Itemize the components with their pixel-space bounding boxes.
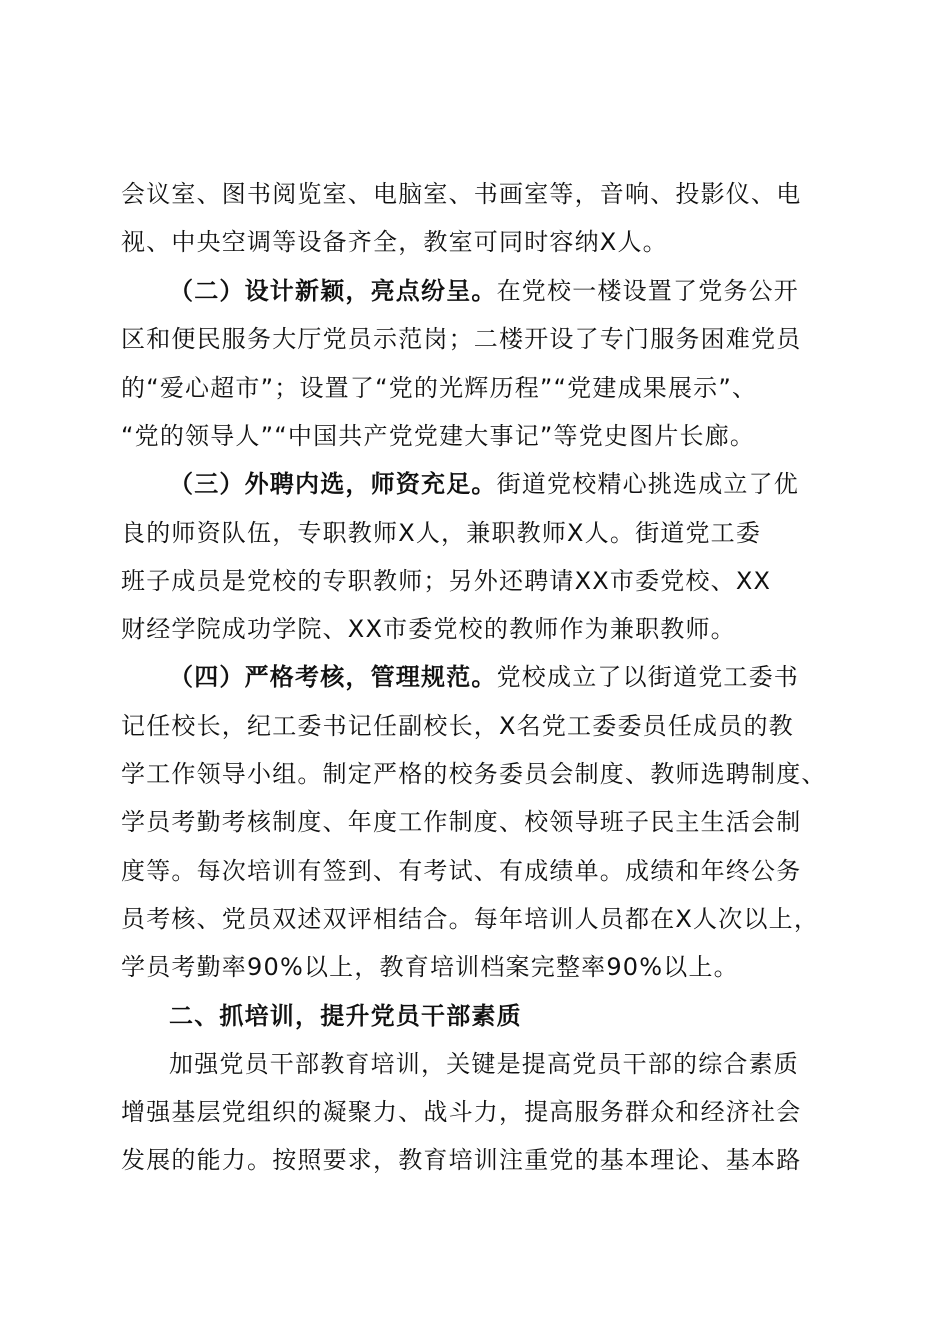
body-text-line: “党的领导人”“中国共产党党建大事记”等党史图片长廊。 — [121, 422, 756, 450]
paragraph-4-first-line — [169, 657, 799, 697]
body-text-line: 的“爱心超市”；设置了“党的光辉历程”“党建成果展示”、 — [121, 374, 758, 402]
paragraph-3-first-line — [169, 464, 799, 504]
paragraph-4-text: 党校成立了以街道党工委书 — [496, 663, 800, 691]
body-text-line: 加强党员干部教育培训，关键是提高党员干部的综合素质 — [169, 1050, 799, 1078]
body-text-line: 记任校长，纪工委书记任副校长，X名党工委委员任成员的教 — [121, 712, 794, 740]
body-text-line: 学员考勤考核制度、年度工作制度、校领导班子民主生活会制 — [121, 808, 802, 836]
section-heading: 二、抓培训，提升党员干部素质 — [169, 1002, 522, 1030]
body-text-line: 学员考勤率90%以上，教育培训档案完整率90%以上。 — [121, 953, 739, 981]
body-text-line: 度等。每次培训有签到、有考试、有成绩单。成绩和年终公务 — [121, 857, 802, 885]
body-text-line: 增强基层党组织的凝聚力、战斗力，提高服务群众和经济社会 — [121, 1098, 802, 1126]
paragraph-2-first-line — [169, 271, 799, 311]
body-text-line: 班子成员是党校的专职教师；另外还聘请XX市委党校、XX — [121, 567, 772, 595]
body-text-line: 员考核、党员双述双评相结合。每年培训人员都在X人次以上， — [121, 905, 820, 933]
body-text-line: 视、中央空调等设备齐全，教室可同时容纳X人。 — [121, 228, 668, 256]
body-text-line: 会议室、图书阅览室、电脑室、书画室等，音响、投影仪、电 — [121, 180, 802, 208]
body-text-line: 良的师资队伍，专职教师X人，兼职教师X人。街道党工委 — [121, 519, 762, 547]
paragraph-3-heading: （三）外聘内选，师资充足。 — [169, 470, 497, 498]
paragraph-2-text: 在党校一楼设置了党务公开 — [496, 277, 800, 305]
body-text-line: 区和便民服务大厅党员示范岗；二楼开设了专门服务困难党员 — [121, 325, 802, 353]
body-text-line: 发展的能力。按照要求，教育培训注重党的基本理论、基本路 — [121, 1146, 802, 1174]
paragraph-3-text: 街道党校精心挑选成立了优 — [496, 470, 800, 498]
body-text-line: 财经学院成功学院、XX市委党校的教师作为兼职教师。 — [121, 615, 736, 643]
paragraph-4-heading: （四）严格考核，管理规范。 — [169, 663, 497, 691]
body-text-line: 学工作领导小组。制定严格的校务委员会制度、教师选聘制度、 — [121, 760, 827, 788]
paragraph-2-heading: （二）设计新颖，亮点纷呈。 — [169, 277, 497, 305]
